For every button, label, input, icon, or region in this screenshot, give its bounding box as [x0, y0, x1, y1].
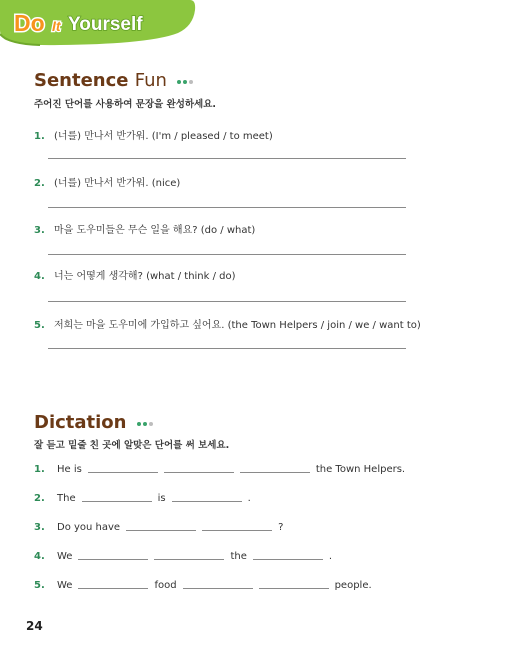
banner-title — [14, 10, 143, 36]
svg-text:Yourself: Yourself — [68, 14, 143, 35]
blank-field[interactable] — [183, 588, 253, 589]
item-number: 2. — [34, 493, 45, 504]
blank-field[interactable] — [172, 501, 242, 502]
sentence-fun-title-light: Fun — [134, 70, 167, 91]
svg-text:It: It — [52, 18, 61, 34]
dictation-row-1 — [34, 464, 408, 475]
dictation-word: the Town Helpers. — [315, 464, 406, 475]
item-prompt: (너를) 만나서 반가워. (I'm / pleased / to meet) — [53, 131, 273, 142]
item-prompt: 너는 어떻게 생각해? (what / think / do) — [53, 271, 236, 282]
blank-field[interactable] — [253, 559, 323, 560]
dictation-word: ? — [278, 522, 284, 533]
answer-line-4[interactable] — [48, 301, 406, 302]
blank-field[interactable] — [82, 501, 152, 502]
dictation-word: is — [157, 493, 166, 504]
dictation-word: . — [247, 493, 251, 504]
dictation-title-text: Dictation — [34, 412, 127, 433]
blank-field[interactable] — [78, 588, 148, 589]
item-number: 5. — [34, 320, 45, 331]
dictation-row-4 — [34, 551, 335, 562]
banner-shape — [0, 0, 200, 48]
item-number: 4. — [34, 551, 45, 562]
dictation-word: Do you have — [57, 522, 121, 533]
title-dots — [177, 68, 195, 89]
item-number: 2. — [34, 178, 45, 189]
sentence-fun-instruction: 주어진 단어를 사용하여 문장을 완성하세요. — [34, 99, 217, 110]
dictation-word: We — [57, 580, 73, 591]
dictation-row-5 — [34, 580, 375, 591]
item-prompt: (너를) 만나서 반가워. (nice) — [53, 178, 181, 189]
dictation-row-2 — [34, 493, 254, 504]
answer-line-2[interactable] — [48, 207, 406, 208]
dictation-word: food — [154, 580, 177, 591]
item-prompt: 저희는 마을 도우미에 가입하고 싶어요. (the Town Helpers / join / we / want to) — [53, 320, 421, 331]
blank-field[interactable] — [240, 472, 310, 473]
item-prompt: 마을 도우미들은 무슨 일을 해요? (do / what) — [53, 225, 256, 236]
blank-field[interactable] — [78, 559, 148, 560]
sentence-item-2 — [34, 174, 180, 189]
sentence-fun-title-bold: Sentence — [34, 70, 129, 91]
answer-line-5[interactable] — [48, 348, 406, 349]
dictation-instruction: 잘 듣고 밑줄 친 곳에 알맞은 단어를 써 보세요. — [34, 440, 230, 451]
item-number: 4. — [34, 271, 45, 282]
dictation-word: He is — [57, 464, 82, 475]
do-it-yourself-banner — [0, 0, 200, 48]
dictation-word: . — [328, 551, 333, 562]
sentence-fun-title — [34, 68, 195, 91]
item-number: 3. — [34, 225, 45, 236]
page-number: 24 — [26, 619, 43, 633]
dictation-word: We — [57, 551, 73, 562]
sentence-item-5 — [34, 316, 421, 331]
title-dots — [137, 410, 155, 431]
blank-field[interactable] — [126, 530, 196, 531]
svg-text:Do: Do — [14, 10, 45, 36]
sentence-item-4 — [34, 267, 236, 282]
sentence-item-1 — [34, 127, 273, 142]
blank-field[interactable] — [202, 530, 272, 531]
item-number: 1. — [34, 464, 45, 475]
item-number: 1. — [34, 131, 45, 142]
dictation-word: people. — [334, 580, 372, 591]
dictation-word: The — [57, 493, 76, 504]
sentence-item-3 — [34, 221, 255, 236]
dictation-row-3 — [34, 522, 286, 533]
blank-field[interactable] — [164, 472, 234, 473]
answer-line-1[interactable] — [48, 158, 406, 159]
item-number: 3. — [34, 522, 45, 533]
blank-field[interactable] — [88, 472, 158, 473]
blank-field[interactable] — [259, 588, 329, 589]
answer-line-3[interactable] — [48, 254, 406, 255]
dictation-word: the — [230, 551, 247, 562]
dictation-title — [34, 410, 155, 433]
item-number: 5. — [34, 580, 45, 591]
blank-field[interactable] — [154, 559, 224, 560]
